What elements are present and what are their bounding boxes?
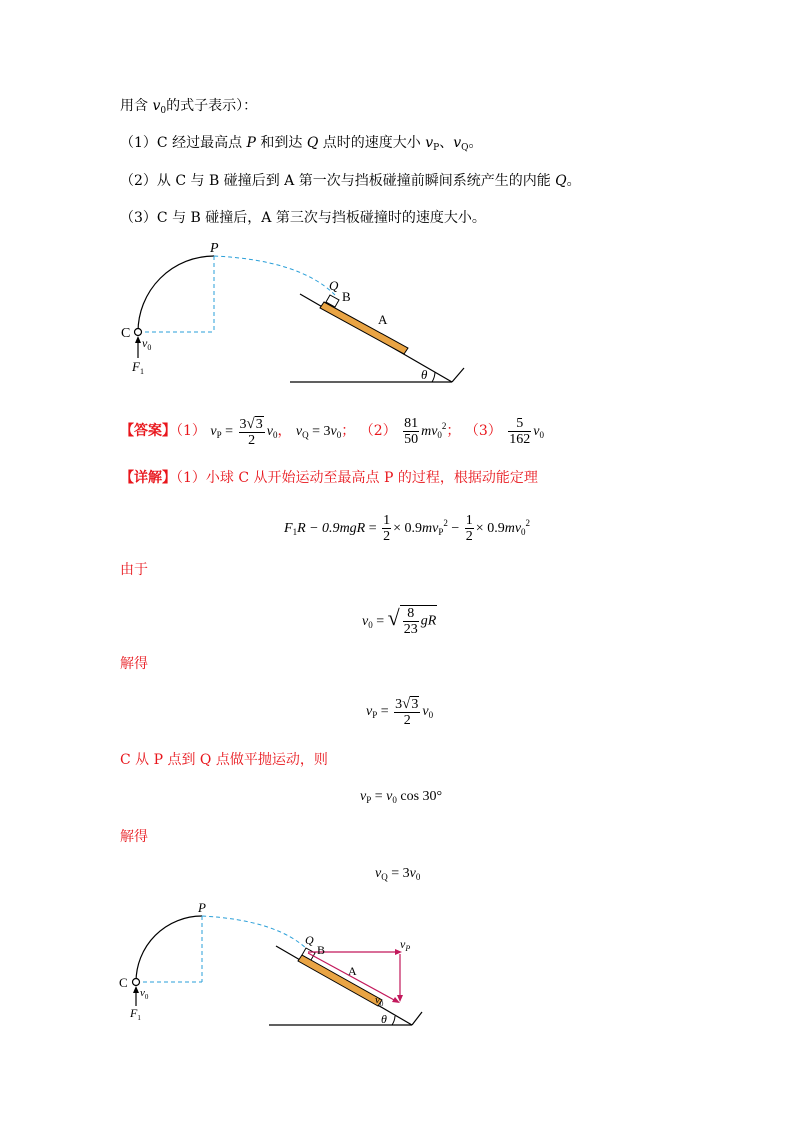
label-q: Q xyxy=(329,278,339,293)
label-theta: θ xyxy=(421,367,428,382)
q2-end: 。 xyxy=(566,173,581,189)
label-a: A xyxy=(378,312,388,327)
label-b: B xyxy=(342,289,351,304)
answer-line xyxy=(120,408,544,453)
q1-vp: v xyxy=(425,135,434,151)
answer-semi1: ； xyxy=(341,423,356,439)
label-c: C xyxy=(121,326,131,341)
intro-var: v xyxy=(152,98,161,114)
answer-part3-value: $\frac{5}{162}$ $v_0$ xyxy=(509,416,544,448)
label-theta-2: θ xyxy=(381,1012,387,1026)
answer-part3-label: （3） xyxy=(464,423,502,439)
label-v0-2: $v_0$ xyxy=(140,987,149,1001)
problem-diagram xyxy=(110,240,470,390)
label-p-2: P xyxy=(198,900,206,915)
ball-c-2 xyxy=(133,979,140,986)
detail-youyu: 由于 xyxy=(120,562,148,578)
q1-sep: 、 xyxy=(439,135,454,151)
q1-vq: v xyxy=(453,135,462,151)
angle-arc xyxy=(432,372,435,382)
equation-vq: $v_Q = 3v_0$ xyxy=(375,866,421,882)
q1-vq-sub: Q xyxy=(461,143,469,153)
equation-v0: $v_0$ = √ $\frac{8}{23}$ gR xyxy=(362,605,437,638)
detail-tag: 【详解】 xyxy=(120,470,176,486)
label-f1: $F_1$ xyxy=(132,359,144,376)
angle-arc-2 xyxy=(392,1016,395,1025)
intro-prefix: 用含 xyxy=(120,98,153,114)
q3-text: （3）C 与 B 碰撞后，A 第三次与挡板碰撞时的速度大小。 xyxy=(120,210,486,226)
intro-sub: 0 xyxy=(160,106,167,116)
question-2 xyxy=(120,171,581,191)
plank-a-2 xyxy=(298,955,382,1006)
q2-q: Q xyxy=(555,173,567,189)
solution-diagram xyxy=(112,900,432,1030)
answer-tag: 【答案】 xyxy=(120,423,176,439)
q1-text-c: 点时的速度大小 xyxy=(318,135,426,151)
answer-part1-label: （1） xyxy=(176,423,206,439)
question-1 xyxy=(120,133,483,158)
q1-text-b: 和到达 xyxy=(255,135,307,151)
plank-a xyxy=(320,302,408,354)
q1-vp-sub: P xyxy=(433,143,440,153)
label-a-2: A xyxy=(348,964,357,978)
answer-part1-vp: $v_P$ = $\frac{3√3}{2}$ $v_0$ xyxy=(210,415,278,448)
q2-text: （2）从 C 与 B 碰撞后到 A 第一次与挡板碰撞前瞬间系统产生的内能 xyxy=(120,173,556,189)
answer-part2-label: （2） xyxy=(359,423,397,439)
detail-line-1 xyxy=(120,468,538,488)
question-3 xyxy=(120,208,486,228)
answer-part2-value: $\frac{81}{50}$ $mv_0^2$ xyxy=(404,416,447,448)
intro-line xyxy=(120,96,257,121)
q1-point-q: Q xyxy=(306,135,319,151)
label-v0-vector: $v_0$ xyxy=(375,994,384,1008)
projectile-path xyxy=(214,256,335,295)
arc-track-2 xyxy=(136,916,202,982)
answer-part1-vq: $v_Q = 3v_0$ xyxy=(295,424,342,440)
label-q-2: Q xyxy=(305,933,314,947)
label-p: P xyxy=(210,241,219,256)
answer-semi2: ； xyxy=(446,423,461,439)
stopper-plate-2 xyxy=(412,1012,422,1025)
label-v0: $v_0$ xyxy=(142,336,152,352)
intro-suffix: 的式子表示）： xyxy=(166,98,258,114)
projectile-path-2 xyxy=(202,916,308,950)
ball-c xyxy=(135,329,142,336)
label-vp-2: $v_P$ xyxy=(400,937,411,953)
arc-track xyxy=(138,256,214,332)
equation-vp-cos: $v_P = v_0$ cos 30° xyxy=(360,789,443,805)
detail-text-1: （1）小球 C 从开始运动至最高点 P 的过程，根据动能定理 xyxy=(176,470,538,486)
equation-vp: $v_P$ = $\frac{3√3}{2}$ $v_0$ xyxy=(366,695,434,728)
stopper-plate xyxy=(452,368,464,382)
equation-energy: $F_1R - 0.9mgR$ = $\frac{1}{2}$ × $0.9mv_P^2$ − $\frac{1}{2}$ × $0.9mv_0^2$ xyxy=(284,513,531,545)
q1-point-p: P xyxy=(246,135,256,151)
q1-text-a: （1）C 经过最高点 xyxy=(120,135,247,151)
force-arrowhead xyxy=(135,336,141,343)
label-c-2: C xyxy=(119,975,128,990)
q1-end: 。 xyxy=(468,135,483,151)
detail-jiede-2: 解得 xyxy=(120,829,148,845)
label-f1-2: $F_1$ xyxy=(130,1006,141,1022)
answer-comma: ， xyxy=(277,423,292,439)
force-arrowhead-2 xyxy=(133,986,139,993)
detail-line-2: C 从 P 点到 Q 点做平抛运动，则 xyxy=(120,752,328,768)
detail-jiede-1: 解得 xyxy=(120,656,148,672)
label-b-2: B xyxy=(317,943,326,957)
